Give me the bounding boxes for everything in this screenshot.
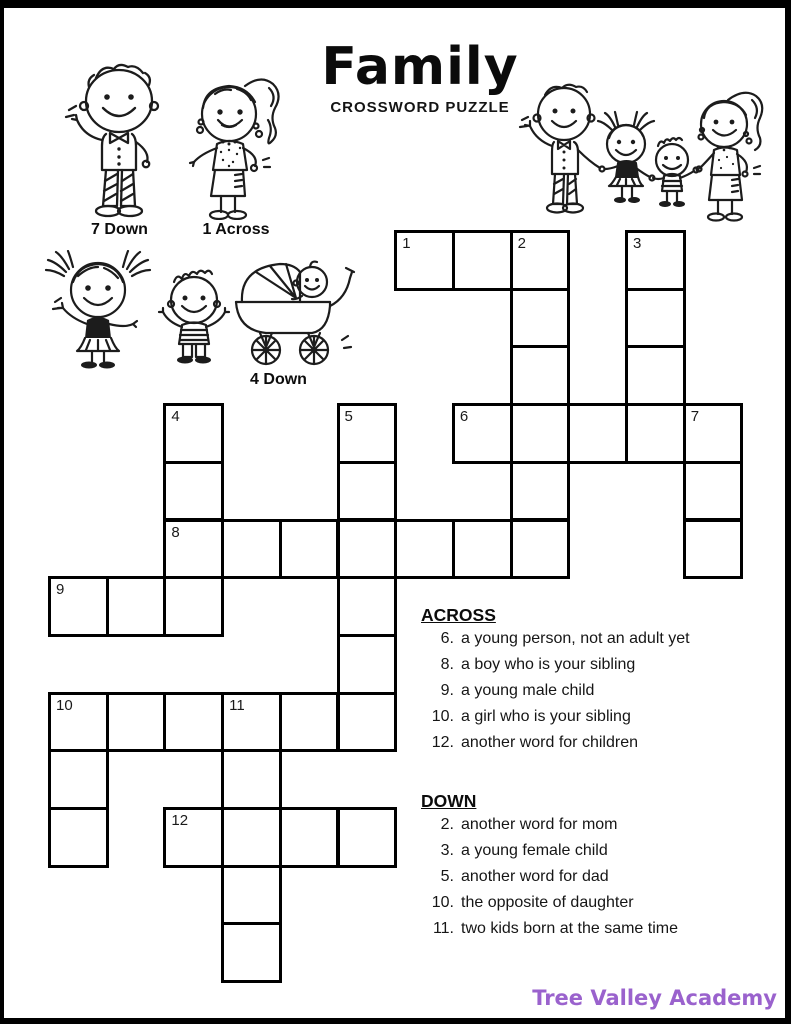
grid-cell[interactable] bbox=[221, 865, 282, 926]
clue-number: 6. bbox=[440, 630, 454, 647]
clue-text: two kids born at the same time bbox=[461, 920, 678, 937]
clue-number: 12. bbox=[431, 734, 454, 751]
grid-cell[interactable] bbox=[394, 230, 455, 291]
grid-cell[interactable] bbox=[163, 692, 224, 753]
grid-cell[interactable] bbox=[625, 288, 686, 349]
grid-cell[interactable] bbox=[625, 345, 686, 406]
grid-cell[interactable] bbox=[625, 403, 686, 464]
grid-cell[interactable] bbox=[221, 749, 282, 810]
cell-number: 2 bbox=[517, 235, 526, 252]
down-clue bbox=[421, 893, 766, 912]
grid-cell[interactable] bbox=[221, 807, 282, 868]
down-clues-section bbox=[421, 791, 766, 945]
clue-text: a young female child bbox=[461, 842, 608, 859]
grid-cell[interactable] bbox=[48, 749, 109, 810]
grid-cell[interactable] bbox=[683, 403, 744, 464]
cell-number: 12 bbox=[171, 812, 189, 829]
baby-picture-clue-label: 4 Down bbox=[250, 371, 307, 388]
across-clues-section bbox=[421, 605, 766, 759]
grid-cell[interactable] bbox=[567, 403, 628, 464]
cell-number: 9 bbox=[56, 581, 65, 599]
grid-cell[interactable] bbox=[510, 403, 571, 464]
grid-cell[interactable] bbox=[221, 922, 282, 983]
grid-cell[interactable] bbox=[48, 692, 109, 753]
grid-cell[interactable] bbox=[337, 519, 398, 580]
across-clue bbox=[421, 655, 766, 674]
cell-number: 6 bbox=[459, 408, 469, 426]
cell-number: 7 bbox=[690, 408, 700, 426]
page-subtitle: CROSSWORD PUZZLE bbox=[330, 99, 510, 116]
clue-number: 2. bbox=[440, 816, 454, 833]
grid-cell[interactable] bbox=[337, 692, 398, 753]
grid-cell[interactable] bbox=[683, 519, 744, 580]
baby-carriage-illustration bbox=[226, 252, 356, 369]
family-group-illustration bbox=[512, 78, 790, 228]
grid-cell[interactable] bbox=[221, 519, 282, 580]
dad-picture-clue-label: 7 Down bbox=[91, 221, 148, 238]
clue-text: a young person, not an adult yet bbox=[461, 630, 690, 647]
mom-picture-clue-label: 1 Across bbox=[202, 221, 270, 238]
grid-cell[interactable] bbox=[163, 461, 224, 522]
clue-number: 10. bbox=[431, 894, 454, 911]
cell-number: 3 bbox=[633, 235, 642, 252]
grid-cell[interactable] bbox=[337, 807, 398, 868]
grid-cell[interactable] bbox=[279, 519, 340, 580]
grid-cell[interactable] bbox=[337, 576, 398, 637]
grid-cell[interactable] bbox=[221, 692, 282, 753]
grid-cell[interactable] bbox=[106, 692, 167, 753]
grid-cell[interactable] bbox=[337, 403, 398, 464]
mom-illustration bbox=[185, 72, 287, 220]
grid-cell[interactable] bbox=[510, 519, 571, 580]
across-clue-list bbox=[421, 629, 766, 752]
grid-cell[interactable] bbox=[683, 461, 744, 522]
clue-text: another word for children bbox=[461, 734, 638, 751]
grid-cell[interactable] bbox=[394, 519, 455, 580]
across-clue bbox=[421, 681, 766, 700]
down-clue bbox=[421, 815, 766, 834]
grid-cell[interactable] bbox=[625, 230, 686, 291]
clue-text: another word for dad bbox=[461, 868, 609, 885]
grid-cell[interactable] bbox=[48, 576, 109, 637]
down-heading: DOWN bbox=[421, 791, 477, 811]
clue-text: a boy who is your sibling bbox=[461, 656, 636, 673]
clue-text: the opposite of daughter bbox=[461, 894, 634, 911]
grid-cell[interactable] bbox=[163, 576, 224, 637]
clue-number: 3. bbox=[440, 842, 454, 859]
grid-cell[interactable] bbox=[452, 230, 513, 291]
grid-cell[interactable] bbox=[510, 288, 571, 349]
grid-cell[interactable] bbox=[279, 807, 340, 868]
grid-cell[interactable] bbox=[510, 230, 571, 291]
clue-number: 5. bbox=[440, 868, 454, 885]
across-clue bbox=[421, 733, 766, 752]
grid-cell[interactable] bbox=[337, 461, 398, 522]
family-dad-figure bbox=[520, 85, 605, 213]
clue-number: 10. bbox=[431, 708, 454, 725]
dad-illustration bbox=[62, 56, 177, 221]
cell-number: 1 bbox=[402, 235, 411, 252]
page-title: Family bbox=[321, 37, 519, 97]
family-girl-figure bbox=[598, 112, 654, 198]
grid-cell[interactable] bbox=[48, 807, 109, 868]
clue-number: 11. bbox=[432, 920, 454, 937]
cell-number: 11 bbox=[229, 696, 245, 714]
grid-cell[interactable] bbox=[452, 403, 513, 464]
down-clue-list bbox=[421, 815, 766, 938]
grid-cell[interactable] bbox=[452, 519, 513, 580]
cell-number: 4 bbox=[171, 408, 180, 426]
grid-cell[interactable] bbox=[106, 576, 167, 637]
watermark: Tree Valley Academy bbox=[532, 986, 777, 1010]
family-boy-figure bbox=[650, 138, 699, 202]
clue-text: a young male child bbox=[461, 682, 595, 699]
grid-cell[interactable] bbox=[337, 634, 398, 695]
clue-text: a girl who is your sibling bbox=[461, 708, 631, 725]
clue-number: 8. bbox=[440, 656, 454, 673]
family-mom-figure bbox=[697, 93, 763, 221]
across-clue bbox=[421, 629, 766, 648]
grid-cell[interactable] bbox=[163, 807, 224, 868]
down-clue bbox=[421, 867, 766, 886]
grid-cell[interactable] bbox=[510, 345, 571, 406]
down-clue bbox=[421, 841, 766, 860]
cell-number: 8 bbox=[171, 523, 180, 541]
grid-cell[interactable] bbox=[279, 692, 340, 753]
cell-number: 5 bbox=[344, 408, 353, 426]
cell-number: 10 bbox=[56, 696, 73, 714]
grid-cell[interactable] bbox=[163, 519, 224, 580]
across-heading: ACROSS bbox=[421, 605, 496, 625]
across-clue bbox=[421, 707, 766, 726]
clue-number: 9. bbox=[440, 682, 454, 699]
grid-cell[interactable] bbox=[163, 403, 224, 464]
down-clue bbox=[421, 919, 766, 938]
clue-text: another word for mom bbox=[461, 816, 618, 833]
grid-cell[interactable] bbox=[510, 461, 571, 522]
girl-illustration bbox=[42, 250, 154, 370]
